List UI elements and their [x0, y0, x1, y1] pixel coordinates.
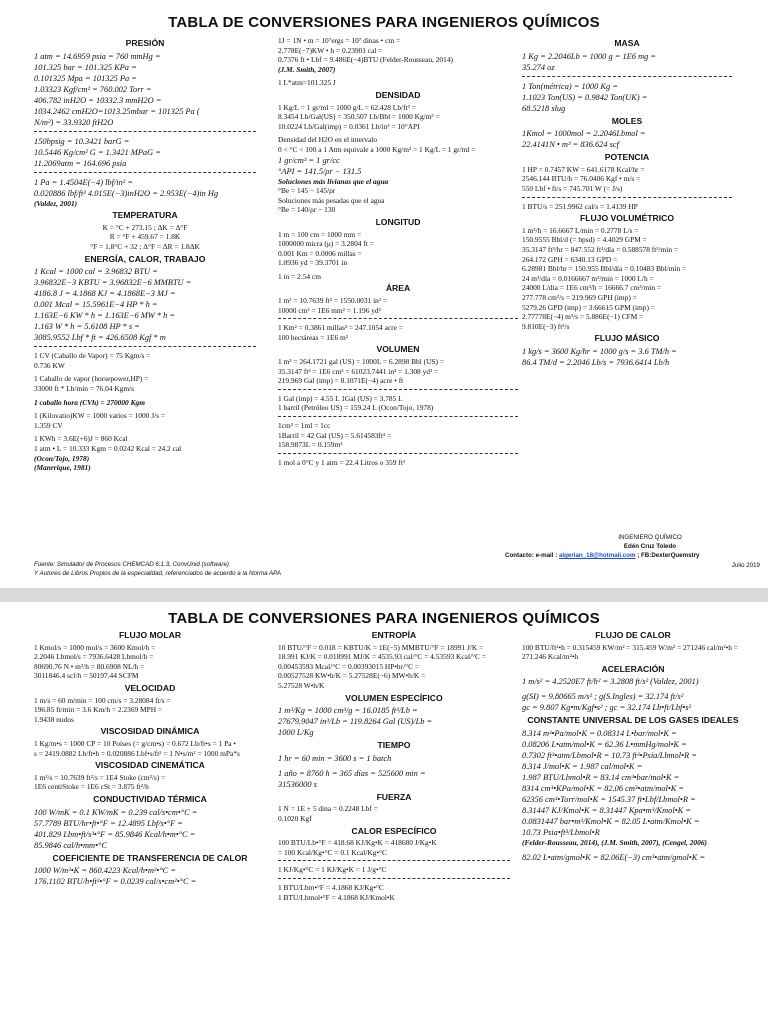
dashed-divider — [522, 197, 732, 198]
section-heading: DENSIDAD — [375, 89, 421, 100]
reference-line: (Ocon/Tojo, 1978) — [34, 453, 90, 463]
formula-line: 3011846.4 scf/h = 50197.44 SCFM — [34, 671, 139, 681]
author-name: Edén Cruz Toledo — [623, 543, 677, 550]
formula-line: 8314 cm³•KPa/mol•K = 82.06 cm³•atm/mol•K = — [522, 783, 685, 793]
page-2-column-2 — [278, 628, 510, 1024]
section-heading: VOLUMEN — [376, 344, 420, 355]
page-1-title: TABLA DE CONVERSIONES PARA INGENIEROS QUÍMICOS — [168, 14, 600, 31]
formula-line: 150.9555 Bbl/d (= bpsd) = 4.4029 GPM = — [522, 235, 647, 245]
formula-line: 1 KJ/Kg•°C = 1 KJ/Kg•K = 1 J/g•°C — [278, 865, 387, 875]
reference-line: (J.M. Smith, 2007) — [278, 64, 336, 74]
page-2 — [0, 602, 768, 1024]
formula-line: 85.9846 cal/h•mm•°C — [34, 840, 107, 850]
page-1-column-2 — [278, 36, 518, 546]
formula-line: 1000 W/m²•K = 860.4223 Kcal/h•m²•°C = — [34, 866, 176, 876]
reference-line: (Valdez, 2001) — [34, 198, 78, 208]
formula-line: 1 hr = 60 min = 3600 s = 1 batch — [278, 753, 392, 763]
formula-line: 1 Kg/L = 1 gr/ml = 1000 g/L = 62.428 Lb/ft³ = — [278, 102, 416, 112]
formula-line: 1 HP = 0.7457 KW = 641.6178 Kcal/hr = — [522, 164, 645, 174]
formula-line: 100 W/mK = 0.1 KW/mK = 0.239 cal/s•cm•°C = — [34, 807, 198, 817]
formula-line: 0.00527528 KW•h/K = 5.27528E(−6) MW•h/K = — [278, 671, 426, 681]
formula-line: 1.0936 yd = 39.3701 in — [278, 258, 348, 268]
formula-line: 35.3147 ft³/hr = 847.552 ft³/día = 0.588578 ft³/min = — [522, 244, 679, 254]
formula-line: Soluciones más pesadas que el agua — [278, 195, 385, 205]
formula-line: 6.28981 Bbl/hr = 150.955 Bbl/día = 0.10483 Bbl/min = — [522, 264, 687, 274]
formula-line: 11.2069atm = 164.696 psia — [34, 158, 127, 168]
formula-line: 0.101325 Mpa = 101325 Pa = — [34, 73, 137, 83]
formula-line: 1cm³ = 1ml = 1cc — [278, 421, 331, 430]
formula-line: 1 atm • L = 10.333 Kgm = 0.0242 Kcal = 24.2 cal — [34, 443, 182, 453]
formula-line: 33000 ft * Lb/min = 76.04 Kgm/s — [34, 383, 135, 393]
section-heading: ENERGÍA, CALOR, TRABAJO — [84, 253, 206, 264]
formula-line: 1.03323 Kgf/cm² = 760.002 Torr = — [34, 84, 152, 94]
section-heading: MASA — [614, 38, 640, 48]
formula-line: 1 atm = 14.6959 psia = 760 mmHg = — [34, 51, 161, 61]
formula-line: 1 KWh = 3.6E(+6)J = 860 Kcal — [34, 434, 128, 444]
formula-line: 0.001 Km = 0.0006 millas = — [278, 248, 362, 258]
formula-line: 1.987 BTU/Lbmol•R = 83.14 cm³•bar/mol•K = — [522, 772, 680, 782]
formula-line: K = °C + 273.15 ; ΔK = Δ°F — [102, 222, 188, 232]
formula-line: 550 Lbf • ft/s = 745.701 W (= J/s) — [522, 183, 623, 193]
formula-line: Densidad del H2O en el intervalo — [278, 135, 378, 145]
formula-line: 0.0831447 bar•m³/Kmol•K = 82.05 L•atm/Kmol•K = — [522, 816, 700, 826]
formula-line: 3.96832E−3 KBTU = 3.96832E−6 MMBTU = — [34, 278, 192, 288]
formula-line: 5279.26 GPD (imp) = 3.66615 GPM (imp) = — [522, 302, 655, 312]
formula-line: 1 CV (Caballo de Vapor) = 75 Kgm/s = — [34, 351, 151, 361]
formula-line: 10 BTU/°F = 0.018 = KBTU/K = 1E(−5) MMBTU/°F = 18991 J/K = — [278, 642, 484, 652]
reference-line: (Manrrique, 1981) — [34, 463, 91, 473]
formula-line: 1.359 CV — [34, 420, 63, 430]
formula-line: 1 Kg/m•s = 1000 CP = 10 Poises (= g/cm•s) = 0.672 Lb/ft•s = 1 Pa • — [34, 738, 236, 748]
formula-line: 22.4141N • m³ = 836.624 scf — [522, 140, 619, 150]
formula-line: 1000000 micra (μ) = 3.2804 ft = — [278, 239, 374, 249]
page-2-column-3 — [522, 628, 744, 1024]
formula-line: 0.1020 Kgf — [278, 813, 312, 823]
section-heading: CALOR ESPECÍFICO — [351, 825, 437, 836]
formula-line: 8.31447 KJ/Kmol•K = 8.31447 Kpa•m³/Kmol•K = — [522, 805, 691, 815]
reference-line: 1 caballo hora (CVh) = 270000 Kgm — [34, 397, 145, 407]
formula-line: 264.172 GPH = 6340.13 GPD = — [522, 254, 618, 264]
formula-line: 8.314 J/mol•K = 1.987 cal/mol•K = — [522, 761, 643, 771]
contact-suffix: ; FB:DexterQuemstry — [635, 552, 700, 559]
page-2-title: TABLA DE CONVERSIONES PARA INGENIEROS QUÍMICOS — [168, 610, 600, 627]
formula-line: °F = 1.8°C + 32 ; Δ°F = ΔR = 1.8ΔK — [90, 241, 200, 251]
dashed-divider — [278, 453, 518, 454]
formula-line: 3085.9552 Lbf * ft = 426.6508 Kgf * m — [34, 333, 166, 343]
formula-line: 406.782 inH2O = 10332.3 mmH2O = — [34, 95, 162, 105]
formula-line: 1 Caballo de vapor (horsepower,HP) = — [34, 374, 149, 384]
formula-line: 1.163 W * h = 5.6108 HP * s = — [34, 322, 140, 332]
formula-line: 271.246 Kcal/m²•h — [522, 652, 579, 662]
section-heading: TIEMPO — [377, 740, 411, 751]
formula-line: 0 < °C < 100 a 1 Atm equivale a 1000 Kg/m³ = 1 Kg/L = 1 gr/ml = — [278, 144, 476, 154]
contact-prefix: Contacto: e-mail : — [505, 552, 559, 559]
formula-line: 1 m²/s = 10.7639 ft²/s = 1E4 Stoke (cm²/s) = — [34, 772, 166, 782]
formula-line: 18.991 KJ/K = 0.018991 MJ/K = 4535.93 cal/°C = 4.53593 Kcal/°C = — [278, 652, 486, 662]
dashed-divider — [34, 172, 256, 173]
page-2-column-1 — [34, 628, 266, 1024]
section-heading: COEFICIENTE DE TRANSFERENCIA DE CALOR — [52, 852, 248, 863]
formula-line: 176.1102 BTU/h•ft²•°F = 0.0239 cal/s•cm²•°C = — [34, 877, 197, 887]
formula-line: 277.778 cm³/s = 219.969 GPH (imp) = — [522, 292, 637, 302]
dashed-divider — [278, 389, 518, 390]
dashed-divider — [278, 878, 510, 879]
formula-line: 4186.8 J = 4.1868 KJ = 4.1868E−3 MJ = — [34, 289, 176, 299]
formula-line: 0.020886 lbf/ft² 4.015E(−3)inH2O = 2.953E(−4)in Hg — [34, 188, 219, 198]
formula-line: 24 m³/día = 0.0166667 m³/min = 1000 L/h = — [522, 273, 654, 283]
formula-line: 10000 cm² = 1E6 mm² = 1.196 yd² — [278, 305, 381, 315]
formula-line: g(SI) = 9.80665 m/s² ; g(S.Ingles) = 32.174 ft/s² — [522, 692, 684, 702]
section-heading: VISCOSIDAD CINEMÁTICA — [95, 760, 205, 771]
section-heading: ÁREA — [385, 283, 411, 294]
formula-line: 82.02 L•atm/gmol•K = 82.06E(−3) cm³•atm/gmol•K = — [522, 852, 706, 862]
formula-line: 1 mol a 0°C y 1 atm = 22.4 Litros o 359 ft³ — [278, 457, 405, 467]
formula-line: 1 gr/cm³ = 1 gr/cc — [278, 155, 340, 165]
formula-line: 100 BTU/Lb•°F = 418.68 KJ/Kg•K = 418680 J/Kg•K — [278, 838, 437, 848]
formula-line: 1000 L/Kg — [278, 728, 314, 738]
formula-line: 1 m³ = 264.1721 gal (US) = 1000L = 6.2898 Bbl (US) = — [278, 357, 445, 367]
section-heading: VOLUMEN ESPECÍFICO — [345, 692, 443, 703]
formula-line: 1J = 1N • m = 10⁷ergs = 10⁷ dinas • cm = — [278, 36, 401, 45]
formula-line: 35.3147 ft³ = 1E6 cm³ = 61023.7441 in³ = 1.308 yd³ = — [278, 366, 439, 376]
formula-line: 158.9873L = 0.159m³ — [278, 440, 343, 450]
formula-line: 1 barril (Petróleo US) = 159.24 L (Ocon/Tojo, 1978) — [278, 403, 434, 413]
reference-line: (Felder-Rousseau, 2014), (J.M. Smith, 2007), (Cengel, 2006) — [522, 837, 707, 847]
section-heading: VISCOSIDAD DINÁMICA — [100, 726, 200, 737]
formula-line: 1 in = 2.54 cm — [278, 271, 321, 281]
source-line-2: Y Autores de Libros Propios de la especialidad, referenciados de acuerdo a la Norma APA — [34, 570, 281, 577]
contact-line — [505, 552, 755, 560]
formula-line: 1 m³/Kg = 1000 cm³/g = 16.0185 ft³/Lb = — [278, 706, 418, 716]
formula-line: 1 m/s² = 4.2520E7 ft/h² = 3.2808 ft/s² (Valdez, 2001) — [522, 677, 699, 687]
dashed-divider — [34, 346, 256, 347]
formula-line: 0.736 KW — [34, 360, 65, 370]
section-heading: TEMPERATURA — [112, 210, 178, 221]
formula-line: 31536000 s — [278, 779, 317, 789]
section-heading: ENTROPÍA — [371, 630, 417, 640]
formula-line: 1 Ton(métrica) = 1000 Kg = — [522, 81, 618, 91]
formula-line: s = 2419.0882 Lb/ft•h = 0.020886 Lbf•s/ft² = 1 N•s/m² = 1000 mPa*s — [34, 748, 240, 758]
formula-line: 10.73 Psia•ft³/Lbmol•R — [522, 827, 600, 837]
formula-line: N/m²) = 33.9320 ftH2O — [34, 117, 114, 127]
formula-line: 10.5446 Kg/cm² G = 1.3421 MPaG = — [34, 147, 161, 157]
formula-line: 1 N = 1E + 5 dina = 0.2248 Lbf = — [278, 804, 378, 814]
formula-line: °API = 141.5/ρr − 131.5 — [278, 166, 362, 176]
section-heading: VELOCIDAD — [124, 682, 176, 693]
section-heading: CONDUCTIVIDAD TÉRMICA — [93, 793, 207, 804]
formula-line: 2546.144 BTU/h = 76.0406 Kgf • m/s = — [522, 174, 641, 184]
dashed-divider — [278, 318, 518, 319]
formula-line: = 100 Kcal/Kg•°C = 0.1 Kcal/Kg•°C — [278, 847, 387, 857]
formula-line: gc = 9.807 Kg•m/Kgf•s² ; gc = 32.174 Lb•ft/Lbf•s² — [522, 703, 692, 713]
formula-line: 86.4 TM/d = 2.2046 Lb/s = 7936.6414 Lb/h — [522, 357, 670, 367]
formula-line: 57.7789 BTU/hr•ft•°F = 12.4895 Lbf/s•°F = — [34, 818, 183, 828]
formula-line: °Be = 140/ρr − 130 — [278, 205, 336, 215]
formula-line: 2.778E(−7)KW • h = 0.23901 cal = — [278, 45, 383, 55]
formula-line: 8.3454 Lb/Gal(US) = 350.507 Lb/Bbl = 1000 Kg/m³ = — [278, 112, 440, 122]
formula-line: 1 m/s = 60 m/min = 100 cm/s = 3.28084 ft/s = — [34, 695, 171, 705]
formula-line: 0.08206 L•atm/mol•K = 62.36 L•mmHg/mol•K = — [522, 739, 687, 749]
source-line-1: Fuente: Simulador de Procesos CHEMCAD 6.1.3, ConvUnid (software) — [34, 561, 229, 568]
formula-line: 101.325 bar = 101.325 KPa = — [34, 62, 137, 72]
formula-line: 1Barril = 42 Gal (US) = 5.614583ft³ = — [278, 430, 392, 440]
formula-line: 10.0224 Lb/Gal(imp) = 0.0361 Lb/in³ = 10°API — [278, 121, 420, 131]
formula-line: 1 Km² = 0.3861 millas² = 247.1054 acre = — [278, 323, 403, 333]
section-heading: FUERZA — [376, 791, 412, 802]
section-heading: ACELERACIÓN — [601, 663, 665, 674]
formula-line: 219.969 Gal (imp) = 8.1071E(−4) acre • ft — [278, 376, 404, 386]
formula-line: 1 Gal (imp) = 4.55 L 1Gal (US) = 3.785 L — [278, 393, 403, 403]
formula-line: 0.7302 ft³•atm/Lbmol•R = 10.73 ft³•Psia/Lbmol•R = — [522, 750, 697, 760]
formula-line: 1 Kcal = 1000 cal = 3.96832 BTU = — [34, 267, 158, 277]
formula-line: 1 BTU/Lbmol•°F = 4.1868 KJ/Kmol•K — [278, 892, 395, 902]
formula-line: 8.314 m³•Pa/mol•K = 0.08314 L•bar/mol•K = — [522, 728, 677, 738]
formula-line: 2.77778E(−4) m³/s = 5.886E(−1) CFM = — [522, 312, 644, 322]
formula-line: R = °F + 459.67 = 1.8K — [109, 232, 181, 242]
section-heading: FLUJO DE CALOR — [595, 630, 671, 640]
formula-line: 1 m = 100 cm = 1000 mm = — [278, 229, 362, 239]
formula-line: 1034.2462 cmH2O=1013.25mbar = 101325 Pa ( — [34, 106, 200, 116]
formula-line: 24000 L/día = 1E6 cm³/h = 16666.7 cm³/min = — [522, 283, 662, 293]
formula-line: 80690.76 N • m³/h = 80.6908 NL/h = — [34, 661, 145, 671]
section-heading: MOLES — [611, 115, 643, 126]
dashed-divider — [278, 860, 510, 861]
formula-line: 68.5218 slug — [522, 103, 566, 113]
formula-line: 62356 cm³•Torr/mol•K = 1545.37 ft•Lbf/Lbmol•R = — [522, 794, 696, 804]
formula-line: 401.829 Lbm•ft/s³•°F = 85.9846 Kcal/h•m•°C = — [34, 829, 196, 839]
formula-line: 1E6 centiStoke = 1E6 cSt = 3.875 ft²/h — [34, 782, 149, 792]
date-text: Julio 2019 — [731, 562, 760, 569]
formula-line: 1 (Kilovatio)KW = 1000 vatios = 1000 J/s = — [34, 411, 166, 421]
section-heading: FLUJO VOLUMÉTRICO — [579, 213, 675, 224]
section-heading: FLUJO MÁSICO — [594, 333, 660, 344]
section-heading: FLUJO MOLAR — [118, 630, 182, 640]
section-heading: CONSTANTE UNIVERSAL DE LOS GASES IDEALES — [527, 715, 739, 726]
formula-line: 100 BTU/ft²•h = 0.315459 KW/m² = 315.459 W/m² = 271246 cal/m²•h = — [522, 642, 738, 652]
formula-line: 0.7376 ft • Lbf = 9.486E(−4)BTU (Felder-Rousseau, 2014) — [278, 55, 453, 65]
formula-line: 1.1023 Ton(US) = 0.9842 Ton(UK) = — [522, 92, 648, 102]
formula-line: 9.810E(−3) ft³/s — [522, 321, 570, 331]
author-role: INGENIERO QUÍMICO — [618, 534, 682, 541]
dashed-divider — [34, 131, 256, 132]
formula-line: 196.85 ft/min = 3.6 Km/h = 2.2369 MPH = — [34, 705, 163, 715]
section-heading: POTENCIA — [604, 152, 650, 163]
formula-line: 27679.9047 in³/Lb = 119.8264 Gal (US)/Lb = — [278, 717, 433, 727]
section-heading: LONGITUD — [375, 216, 421, 227]
formula-line: 1.163E−6 KW * h = 1.163E−6 MW * h = — [34, 311, 176, 321]
page-1-column-3 — [522, 36, 732, 526]
formula-line: 0.00453593 Mcal/°C = 0.00393015 HP•hr/°C = — [278, 661, 420, 671]
formula-line: 100 hectáreas = 1E6 m² — [278, 332, 349, 342]
dashed-divider — [522, 76, 732, 77]
page-1-column-1 — [34, 36, 256, 546]
formula-line: 1 Kmol/s = 1000 mol/s = 3600 Kmol/h = — [34, 642, 156, 652]
formula-line: 1 m² = 10.7639 ft² = 1550.0031 in² = — [278, 296, 388, 306]
formula-line: 1 kg/s = 3600 Kg/hr = 1000 g/s = 3.6 TM/h = — [522, 346, 677, 356]
dashed-divider — [278, 416, 518, 417]
formula-line: 1 Kg = 2.2046Lb = 1000 g = 1E6 mg = — [522, 51, 657, 61]
email-link[interactable]: algerian_18@hotmail.com — [558, 552, 636, 559]
reference-line: Soluciones más livianas que el agua — [278, 176, 389, 186]
page-gap — [0, 588, 768, 602]
formula-line: 150bpsig = 10.3421 barG = — [34, 136, 130, 146]
formula-line: 1.9438 nudos — [34, 714, 74, 724]
formula-line: 1 L*atm=101.325 J — [278, 78, 336, 88]
section-heading: PRESIÓN — [125, 38, 165, 48]
formula-line: 1 BTU/s = 251.9962 cal/s = 1.4139 HP — [522, 201, 638, 211]
formula-line: 5.27528 W•h/K — [278, 680, 325, 690]
formula-line: 1 año = 8760 h = 365 días = 525600 min = — [278, 768, 426, 778]
formula-line: 1Kmol = 1000mol = 2.2046Lbmol = — [522, 129, 646, 139]
formula-line: 1 BTU/Lbm•°F = 4.1868 KJ/Kg•°C — [278, 882, 384, 892]
formula-line: 1 m³/h = 16.6667 L/min = 0.2778 L/s = — [522, 225, 639, 235]
formula-line: 35.274 oz — [522, 62, 555, 72]
formula-line: °Be = 145 − 145/ρr — [278, 186, 336, 196]
formula-line: 2.2046 Lbmol/s = 7936.6428 Lbmol/h = — [34, 652, 154, 662]
formula-line: 1 Pa = 1.4504E(−4) lbf/in² = — [34, 177, 134, 187]
formula-line: 0.001 Mcal = 15.5961E−4 HP * h = — [34, 300, 158, 310]
